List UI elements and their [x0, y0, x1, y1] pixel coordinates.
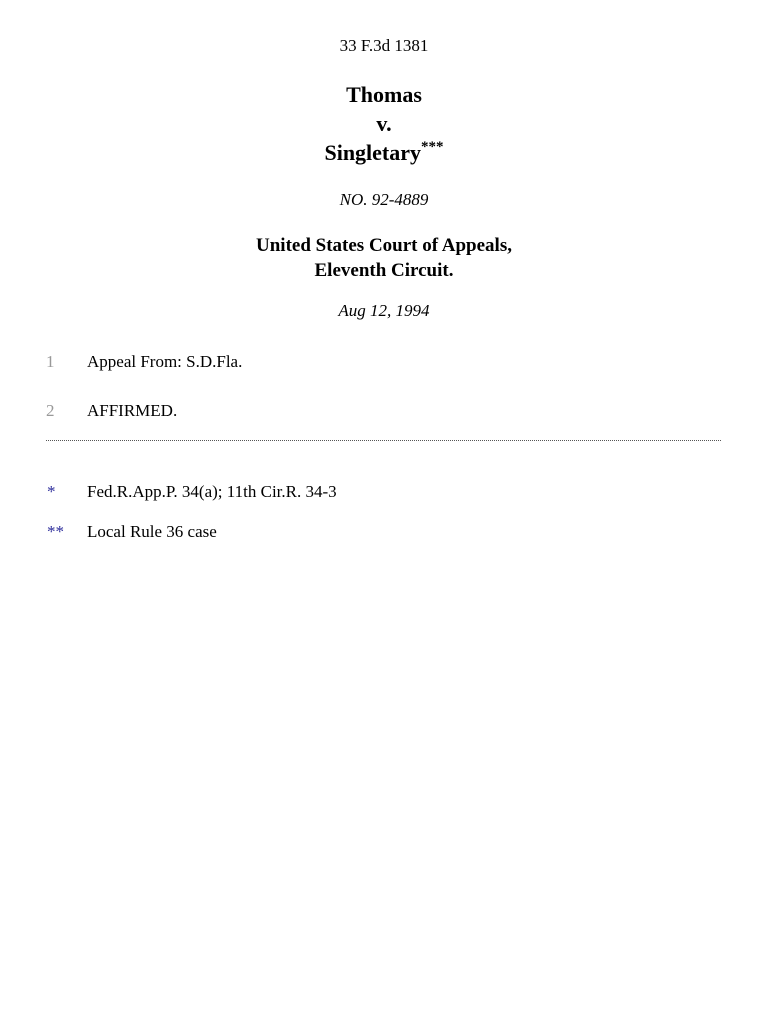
versus: v. [376, 111, 392, 136]
court-name [0, 233, 768, 283]
footnote-divider [46, 440, 721, 441]
case-parties [0, 80, 768, 167]
court-line-2: Eleventh Circuit. [314, 260, 454, 281]
party-2: Singletary [324, 140, 422, 165]
case-citation: 33 F.3d 1381 [339, 36, 429, 55]
footnote-text: Local Rule 36 case [87, 522, 217, 541]
footnote-text: Fed.R.App.P. 34(a); 11th Cir.R. 34-3 [87, 482, 337, 501]
decision-date: Aug 12, 1994 [338, 301, 430, 320]
paragraph-text: Appeal From: S.D.Fla. [87, 352, 243, 371]
footnote-mark[interactable]: ** [47, 522, 64, 541]
party-2-line [0, 138, 768, 167]
party-1: Thomas [346, 82, 422, 107]
paragraph-number: 2 [46, 401, 55, 420]
footnote-reference-marks[interactable]: *** [421, 139, 444, 155]
footnote-mark[interactable]: * [47, 482, 56, 501]
paragraph-number: 1 [46, 352, 55, 371]
docket-number: NO. 92-4889 [339, 190, 429, 209]
paragraph-text: AFFIRMED. [87, 401, 178, 420]
court-line-1: United States Court of Appeals, [256, 235, 512, 256]
